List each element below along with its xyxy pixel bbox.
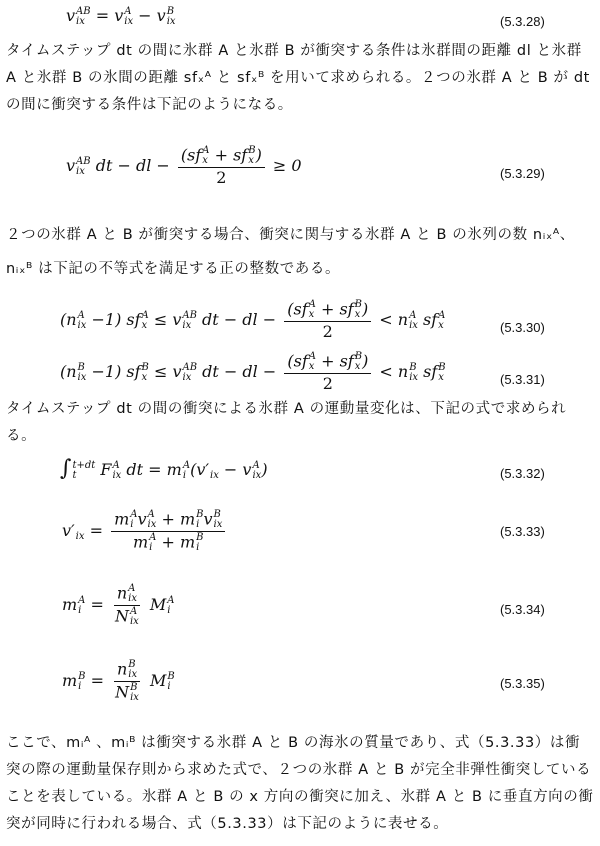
equation-number: (5.3.34) [500, 602, 545, 617]
equation-5-3-35: m B i = n B ix N B ix M B i [62, 659, 175, 703]
equation-5-3-31: (n B ix −1) sf B x ≤ v AB ix dt − dl − (sf A x + sf B x ) 2 < n B ix sf B x [60, 351, 446, 393]
equation-5-3-33: v′ ix = m A i v A ix + m B i v B ix m A i + m B i [62, 510, 228, 553]
equation-number: (5.3.29) [500, 166, 545, 181]
equation-number: (5.3.28) [500, 14, 545, 29]
equation-5-3-34: m A i = n A ix N A ix M A i [62, 583, 175, 627]
paragraph: ２つの氷群 A と B が衝突する場合、衝突に関与する氷群 A と B の氷列の数 nᵢₓᴬ、 [6, 227, 575, 243]
paragraph: タイムステップ dt の間に氷群 A と氷群 B が衝突する条件は氷群間の距離 dl と氷群 A と氷群 B の氷間の距離 sfₓᴬ と sfₓᴮ を用いて求められる。２つの氷群 A と B が dt の間に衝突する条件は下記のようになる。 [6, 43, 590, 113]
equation-number: (5.3.31) [500, 372, 545, 387]
equation-5-3-28: v AB ix = v A ix − v B ix [66, 5, 176, 27]
paragraph: タイムステップ dt の間の衝突による氷群 A の運動量変化は、下記の式で求められる。 [6, 401, 567, 444]
equation-number: (5.3.33) [500, 524, 545, 539]
equation-number: (5.3.32) [500, 466, 545, 481]
equation-number: (5.3.30) [500, 320, 545, 335]
equation-5-3-29: v AB ix dt − dl − (sf A x + sf B x ) 2 ≥ 0 [66, 145, 302, 187]
equation-5-3-32: ∫ t+dt t F A ix dt = m A i (v′ ix − v A ix ) [60, 456, 268, 481]
paragraph: ここで、mᵢᴬ 、mᵢᴮ は衝突する氷群 A と B の海氷の質量であり、式（5.3.33）は衝突の際の運動量保存則から求めた式で、２つの氷群 A と B が完全非弾性衝突していることを表している。氷群 A と B の x 方向の衝突に加え、氷群 A と B に垂直方向の衝突が同時に行われる場合、式（5.3.33）は下記のように表せる。 [6, 735, 594, 832]
equation-5-3-30: (n A ix −1) sf A x ≤ v AB ix dt − dl − (sf A x + sf B x ) 2 < n A ix sf A x [60, 299, 446, 341]
equation-number: (5.3.35) [500, 676, 545, 691]
paragraph: nᵢₓᴮ は下記の不等式を満足する正の整数である。 [6, 261, 341, 277]
